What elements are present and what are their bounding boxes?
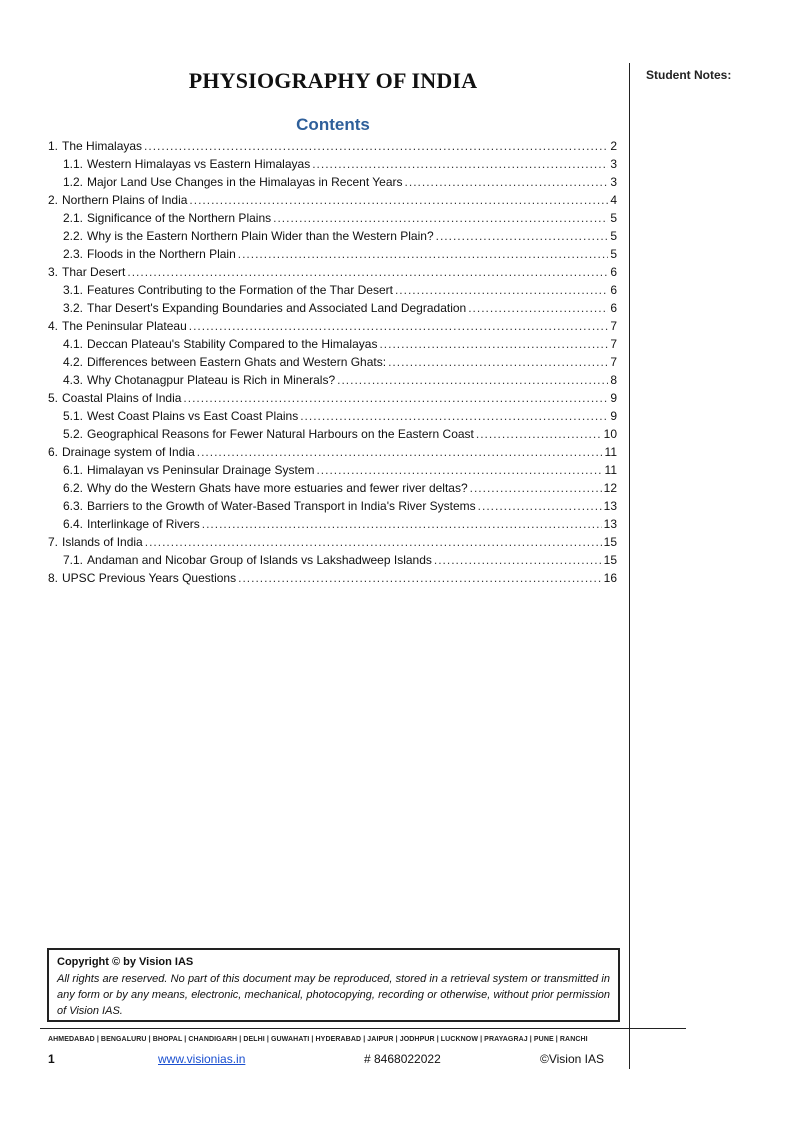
toc-dot-leader — [189, 319, 609, 333]
footer-phone: # 8468022022 — [364, 1052, 441, 1066]
contents-heading: Contents — [296, 115, 370, 134]
toc-entry-title: Major Land Use Changes in the Himalayas in Recent Years — [87, 175, 403, 189]
copyright-text: All rights are reserved. No part of this document may be reproduced, stored in a retrieval system or transmitted in any form or by any means, electronic, mechanical, photocopying, recording or otherwise, without prior permission of Vision IAS. — [57, 973, 610, 1017]
toc-entry-page: 7 — [610, 337, 617, 351]
toc-entry-number: 5. — [48, 391, 59, 405]
toc-entry-number: 2.1. — [63, 211, 84, 225]
toc-entry-title: Floods in the Northern Plain — [87, 247, 236, 261]
toc-dot-leader — [478, 499, 602, 513]
toc-dot-leader — [312, 157, 608, 171]
toc-entry-title: Northern Plains of India — [62, 193, 188, 207]
toc-dot-leader — [202, 517, 602, 531]
toc-entry[interactable] — [48, 229, 617, 247]
toc-dot-leader — [183, 391, 608, 405]
toc-dot-leader — [476, 427, 602, 441]
footer-website-link[interactable]: www.visionias.in — [158, 1052, 246, 1066]
toc-entry[interactable] — [48, 499, 617, 517]
toc-entry-number: 5.2. — [63, 427, 84, 441]
toc-entry-title: Features Contributing to the Formation of the Thar Desert — [87, 283, 393, 297]
toc-entry-title: The Himalayas — [62, 139, 143, 153]
toc-entry-number: 6.4. — [63, 517, 84, 531]
toc-entry-page: 13 — [603, 517, 617, 531]
toc-entry[interactable] — [48, 355, 617, 373]
toc-entry-page: 3 — [610, 157, 617, 171]
toc-entry-number: 6. — [48, 445, 59, 459]
toc-dot-leader — [127, 265, 608, 279]
toc-entry-page: 15 — [603, 553, 617, 567]
toc-entry[interactable] — [48, 265, 617, 283]
toc-entry-number: 8. — [48, 571, 59, 585]
footer-cities: AHMEDABAD | BENGALURU | BHOPAL | CHANDIGARH | DELHI | GUWAHATI | HYDERABAD | JAIPUR | JODHPUR | LUCKNOW | PRAYAGRAJ | PUNE | RANCHI — [48, 1036, 588, 1043]
toc-entry-title: Why is the Eastern Northern Plain Wider than the Western Plain? — [87, 229, 434, 243]
toc-dot-leader — [388, 355, 608, 369]
toc-dot-leader — [316, 463, 602, 477]
toc-entry[interactable] — [48, 175, 617, 193]
toc-entry-page: 13 — [603, 499, 617, 513]
toc-entry-number: 1.1. — [63, 157, 84, 171]
toc-entry[interactable] — [48, 283, 617, 301]
toc-entry-page: 7 — [610, 319, 617, 333]
toc-dot-leader — [145, 535, 602, 549]
toc-entry[interactable] — [48, 247, 617, 265]
toc-entry-page: 6 — [610, 265, 617, 279]
toc-entry[interactable] — [48, 481, 617, 499]
toc-dot-leader — [337, 373, 608, 387]
toc-entry-page: 6 — [610, 283, 617, 297]
toc-entry-page: 4 — [610, 193, 617, 207]
toc-entry-number: 4.2. — [63, 355, 84, 369]
toc-entry-title: Western Himalayas vs Eastern Himalayas — [87, 157, 311, 171]
toc-entry-number: 4.1. — [63, 337, 84, 351]
toc-entry[interactable] — [48, 211, 617, 229]
toc-entry-number: 5.1. — [63, 409, 84, 423]
toc-entry-page: 11 — [604, 463, 617, 477]
toc-entry-title: Thar Desert — [62, 265, 126, 279]
toc-entry-page: 2 — [610, 139, 617, 153]
footer-divider-line — [40, 1028, 686, 1029]
toc-entry-title: Islands of India — [62, 535, 143, 549]
toc-dot-leader — [434, 553, 602, 567]
toc-entry[interactable] — [48, 427, 617, 445]
toc-entry[interactable] — [48, 463, 617, 481]
toc-entry-page: 11 — [604, 445, 617, 459]
toc-dot-leader — [189, 193, 608, 207]
toc-entry-number: 7. — [48, 535, 59, 549]
toc-entry-number: 3. — [48, 265, 59, 279]
toc-dot-leader — [436, 229, 609, 243]
toc-entry-title: Drainage system of India — [62, 445, 195, 459]
toc-entry-title: Coastal Plains of India — [62, 391, 182, 405]
toc-entry-page: 5 — [610, 247, 617, 261]
toc-dot-leader — [470, 481, 602, 495]
toc-entry-title: West Coast Plains vs East Coast Plains — [87, 409, 299, 423]
toc-entry-title: Differences between Eastern Ghats and Western Ghats: — [87, 355, 387, 369]
toc-entry-page: 7 — [610, 355, 617, 369]
toc-entry-page: 8 — [610, 373, 617, 387]
toc-entry-page: 9 — [610, 391, 617, 405]
toc-entry[interactable] — [48, 139, 617, 157]
toc-entry[interactable] — [48, 445, 617, 463]
toc-entry[interactable] — [48, 193, 617, 211]
toc-entry-number: 7.1. — [63, 553, 84, 567]
toc-entry[interactable] — [48, 571, 617, 589]
toc-entry[interactable] — [48, 337, 617, 355]
toc-dot-leader — [395, 283, 608, 297]
toc-dot-leader — [468, 301, 608, 315]
toc-dot-leader — [379, 337, 608, 351]
notes-divider-line — [629, 63, 630, 1069]
page-title: PHYSIOGRAPHY OF INDIA — [188, 68, 478, 93]
toc-entry-title: Himalayan vs Peninsular Drainage System — [87, 463, 315, 477]
toc-entry-number: 2. — [48, 193, 59, 207]
toc-entry-title: Interlinkage of Rivers — [87, 517, 200, 531]
toc-entry-title: Andaman and Nicobar Group of Islands vs Lakshadweep Islands — [87, 553, 432, 567]
toc-entry-title: UPSC Previous Years Questions — [62, 571, 237, 585]
toc-entry-page: 5 — [610, 211, 617, 225]
toc-dot-leader — [197, 445, 603, 459]
toc-entry[interactable] — [48, 157, 617, 175]
toc-entry-title: Barriers to the Growth of Water-Based Transport in India's River Systems — [87, 499, 476, 513]
toc-entry-page: 5 — [610, 229, 617, 243]
toc-dot-leader — [144, 139, 608, 153]
toc-entry-title: Deccan Plateau's Stability Compared to the Himalayas — [87, 337, 378, 351]
toc-entry-number: 6.1. — [63, 463, 84, 477]
toc-entry[interactable] — [48, 373, 617, 391]
toc-entry-page: 10 — [603, 427, 617, 441]
toc-entry-number: 2.2. — [63, 229, 84, 243]
toc-entry-number: 3.2. — [63, 301, 84, 315]
toc-entry-number: 4.3. — [63, 373, 84, 387]
toc-entry-page: 9 — [610, 409, 617, 423]
toc-entry[interactable] — [48, 553, 617, 571]
toc-entry-title: Why do the Western Ghats have more estuaries and fewer river deltas? — [87, 481, 468, 495]
table-of-contents — [48, 139, 617, 589]
toc-entry-number: 1. — [48, 139, 59, 153]
toc-entry[interactable] — [48, 319, 617, 337]
toc-entry[interactable] — [48, 391, 617, 409]
toc-entry-number: 6.3. — [63, 499, 84, 513]
footer-page-number: 1 — [48, 1052, 55, 1066]
toc-entry-page: 6 — [610, 301, 617, 315]
toc-dot-leader — [300, 409, 608, 423]
copyright-box — [47, 948, 620, 1022]
toc-entry-title: Thar Desert's Expanding Boundaries and Associated Land Degradation — [87, 301, 467, 315]
toc-entry[interactable] — [48, 535, 617, 553]
toc-entry-page: 3 — [610, 175, 617, 189]
toc-entry-page: 16 — [603, 571, 617, 585]
toc-entry-title: The Peninsular Plateau — [62, 319, 187, 333]
toc-entry-number: 1.2. — [63, 175, 84, 189]
toc-entry-page: 15 — [603, 535, 617, 549]
toc-dot-leader — [273, 211, 608, 225]
toc-dot-leader — [238, 571, 602, 585]
toc-entry-number: 3.1. — [63, 283, 84, 297]
toc-entry-number: 4. — [48, 319, 59, 333]
toc-entry-number: 2.3. — [63, 247, 84, 261]
footer-brand: ©Vision IAS — [540, 1052, 604, 1066]
toc-entry[interactable] — [48, 409, 617, 427]
toc-entry[interactable] — [48, 301, 617, 319]
toc-entry[interactable] — [48, 517, 617, 535]
toc-dot-leader — [405, 175, 609, 189]
toc-entry-title: Geographical Reasons for Fewer Natural Harbours on the Eastern Coast — [87, 427, 474, 441]
toc-entry-number: 6.2. — [63, 481, 84, 495]
copyright-title: Copyright © by Vision IAS — [57, 956, 194, 968]
toc-entry-title: Why Chotanagpur Plateau is Rich in Minerals? — [87, 373, 336, 387]
student-notes-label: Student Notes: — [646, 68, 732, 82]
toc-entry-page: 12 — [603, 481, 617, 495]
toc-dot-leader — [238, 247, 609, 261]
toc-entry-title: Significance of the Northern Plains — [87, 211, 272, 225]
